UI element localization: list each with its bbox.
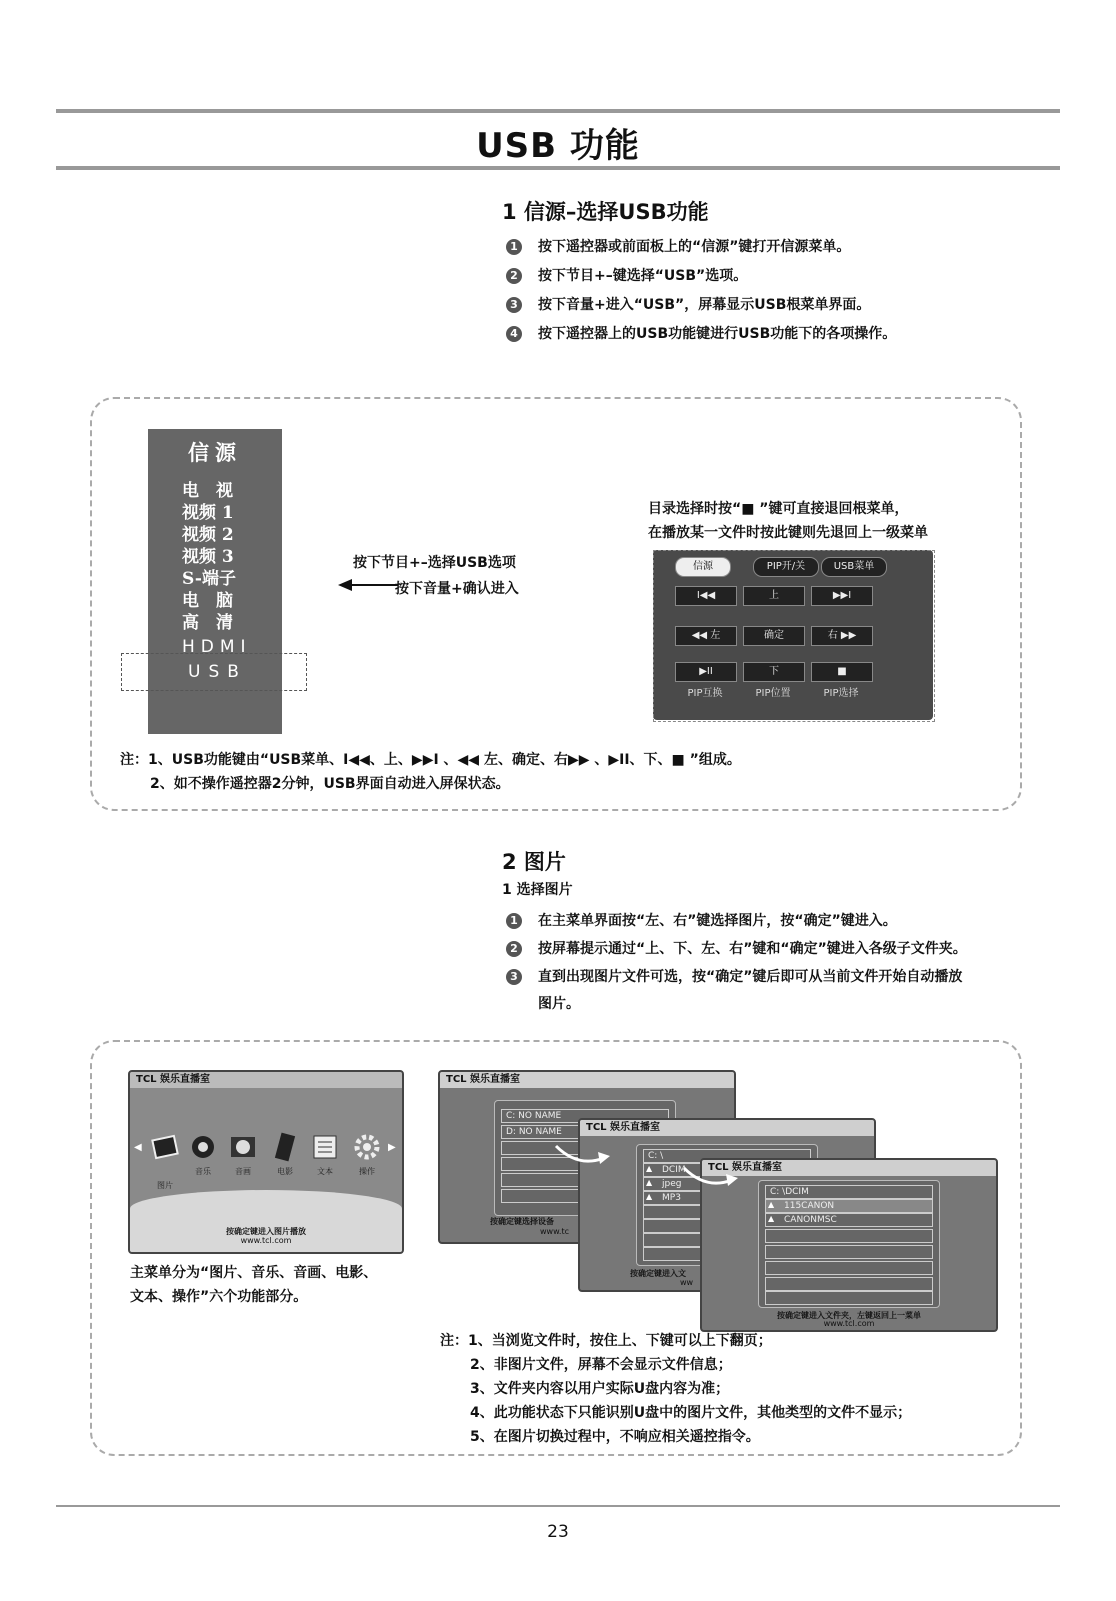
source-menu-item-video1: 视频 1 xyxy=(182,503,234,523)
remote-ok-button: 确定 xyxy=(743,626,805,646)
screen-c-row-1[interactable]: C: \DCIM xyxy=(765,1185,933,1199)
source-menu-item-hd: 高 清 xyxy=(182,613,233,633)
icon-label-music-picture: 音画 xyxy=(235,1167,251,1176)
curved-arrow-icon xyxy=(552,1142,612,1172)
screen-b-url: ww xyxy=(680,1278,694,1287)
screen-a-brand: TCL 娱乐直播室 xyxy=(440,1072,734,1088)
remote-pip-swap-label: PIP互换 xyxy=(687,688,723,699)
source-menu-item-tv: 电 视 xyxy=(182,481,233,501)
screen-b-row-2[interactable]: DCIM xyxy=(643,1163,811,1177)
bullet-number: 2 xyxy=(506,941,522,957)
bullet-text: 按下节目+–键选择“USB”选项。 xyxy=(538,268,748,284)
music-icon xyxy=(188,1132,218,1162)
arrow-note-2: 按下音量+确认进入 xyxy=(395,581,519,597)
screen-b-row-4[interactable]: MP3 xyxy=(643,1191,811,1205)
main-menu-caption-1: 主菜单分为“图片、音乐、音画、电影、 xyxy=(130,1265,378,1281)
section2-bullet-3 xyxy=(506,966,962,986)
screen-c-list xyxy=(758,1180,940,1308)
folder-icon: ▲ xyxy=(646,1178,653,1187)
screen-a-url: www.tc xyxy=(540,1227,569,1236)
remote-caption-2: 在播放某一文件时按此键则先退回上一级菜单 xyxy=(648,525,928,541)
section2-bullet-1 xyxy=(506,910,897,930)
screen-c-brand: TCL 娱乐直播室 xyxy=(702,1160,996,1176)
section2-bullet-3-continued: 图片。 xyxy=(538,996,580,1012)
main-menu-caption-2: 文本、操作”六个功能部分。 xyxy=(130,1289,308,1305)
remote-down-button: 下 xyxy=(743,662,805,682)
icon-label-music: 音乐 xyxy=(195,1167,211,1176)
movie-icon xyxy=(270,1132,300,1162)
screen-b-row-3[interactable]: jpeg xyxy=(643,1177,811,1191)
note2-line5: 5、在图片切换过程中，不响应相关遥控指令。 xyxy=(470,1429,760,1445)
section1-bullet-1 xyxy=(506,236,850,256)
remote-prev-button: I◀◀ xyxy=(675,586,737,606)
screen-b-hint: 按确定键进入文 xyxy=(630,1269,686,1278)
main-menu-screen xyxy=(128,1070,404,1254)
gear-icon xyxy=(352,1132,382,1162)
folder-icon: ▲ xyxy=(768,1214,775,1223)
icon-label-movie: 电影 xyxy=(277,1167,293,1176)
source-menu-item-pc: 电 脑 xyxy=(182,591,233,611)
bullet-text: 直到出现图片文件可选，按“确定”键后即可从当前文件开始自动播放 xyxy=(538,969,963,985)
text-icon xyxy=(310,1132,340,1162)
bullet-number: 4 xyxy=(506,326,522,342)
note1-line2: 2、如不操作遥控器2分钟，USB界面自动进入屏保状态。 xyxy=(150,776,510,792)
note1-line1: 注：1、USB功能键由“USB菜单、I◀◀、上、▶▶I 、◀◀ 左、确定、右▶▶ 、▶II、下、■ ”组成。 xyxy=(120,752,741,768)
remote-pip-select-label: PIP选择 xyxy=(823,688,859,699)
bullet-number: 2 xyxy=(506,268,522,284)
source-menu-item-video3: 视频 3 xyxy=(182,547,234,567)
remote-stop-button: ■ xyxy=(811,662,873,682)
icon-label-text: 文本 xyxy=(317,1167,333,1176)
source-menu-item-svideo: S-端子 xyxy=(182,569,236,589)
footer-rule xyxy=(56,1505,1060,1507)
source-menu-item-video2: 视频 2 xyxy=(182,525,234,545)
chevron-left-icon: ◀ xyxy=(134,1142,142,1153)
bullet-number: 3 xyxy=(506,297,522,313)
remote-dashed-frame xyxy=(653,550,935,722)
screen-c-row-6[interactable] xyxy=(765,1261,933,1275)
music-picture-icon xyxy=(228,1132,258,1162)
section1-bullet-4 xyxy=(506,323,896,343)
screen-a-hint: 按确定键选择设备 xyxy=(490,1217,554,1226)
remote-pip-position-label: PIP位置 xyxy=(755,688,791,699)
note2-line3: 3、文件夹内容以用户实际U盘内容为准； xyxy=(470,1381,730,1397)
bullet-number: 1 xyxy=(506,913,522,929)
section1-bullet-2 xyxy=(506,265,747,285)
remote-left-button: ◀◀ 左 xyxy=(675,626,737,646)
source-menu-title: 信源 xyxy=(188,440,242,465)
usb-highlight-frame xyxy=(121,653,307,691)
arrow-note-1: 按下节目+–选择USB选项 xyxy=(353,555,516,571)
curved-arrow-icon xyxy=(680,1164,740,1194)
folder-icon: ▲ xyxy=(646,1192,653,1201)
section2-bullet-2 xyxy=(506,938,967,958)
screen-c-row-5[interactable] xyxy=(765,1245,933,1259)
screen-b-brand: TCL 娱乐直播室 xyxy=(580,1120,874,1136)
bullet-number: 3 xyxy=(506,969,522,985)
remote-caption-1: 目录选择时按“■ ”键可直接退回根菜单， xyxy=(648,501,909,517)
remote-play-pause-button: ▶II xyxy=(675,662,737,682)
bullet-text: 按下遥控器上的USB功能键进行USB功能下的各项操作。 xyxy=(538,326,897,342)
top-rule xyxy=(56,109,1060,113)
picture-icon xyxy=(150,1132,180,1162)
main-screen-hint: 按确定键进入图片播放 xyxy=(226,1227,306,1236)
folder-icon: ▲ xyxy=(646,1164,653,1173)
screen-c-row-7[interactable] xyxy=(765,1277,933,1291)
screen-b-row-1[interactable]: C: \ xyxy=(643,1149,811,1163)
folder-icon: ▲ xyxy=(768,1200,775,1209)
screen-c-row-8[interactable] xyxy=(765,1291,933,1305)
remote-right-button: 右 ▶▶ xyxy=(811,626,873,646)
remote-source-button: 信源 xyxy=(675,557,731,577)
remote-up-button: 上 xyxy=(743,586,805,606)
source-menu-item-hdmi: HDMI xyxy=(182,637,252,657)
screen-a-row-1[interactable]: C: NO NAME xyxy=(501,1109,669,1123)
bullet-text: 按下遥控器或前面板上的“信源”键打开信源菜单。 xyxy=(538,239,851,255)
screen-c-row-4[interactable] xyxy=(765,1229,933,1243)
remote-next-button: ▶▶I xyxy=(811,586,873,606)
chevron-right-icon: ▶ xyxy=(388,1142,396,1153)
section2-heading: 2 图片 xyxy=(502,850,566,874)
note2-line2: 2、非图片文件，屏幕不会显示文件信息； xyxy=(470,1357,732,1373)
page-number: 23 xyxy=(547,1522,569,1542)
bullet-text: 按屏幕提示通过“上、下、左、右”键和“确定”键进入各级子文件夹。 xyxy=(538,941,967,957)
remote-pip-button: PIP开/关 xyxy=(753,557,819,577)
folder-dcim-screen xyxy=(700,1158,998,1332)
page-title: USB 功能 xyxy=(476,126,640,166)
remote-usb-menu-button: USB菜单 xyxy=(821,557,887,577)
main-screen-url: www.tcl.com xyxy=(240,1236,292,1245)
screen-c-hint: 按确定键进入文件夹，左键返回上一菜单 xyxy=(777,1311,921,1320)
section2-subheading: 1 选择图片 xyxy=(502,882,573,898)
screen-c-url: www.tcl.com xyxy=(823,1319,875,1328)
left-arrow-icon xyxy=(338,578,400,592)
icon-label-picture: 图片 xyxy=(157,1181,173,1190)
section1-bullet-3 xyxy=(506,294,870,314)
title-underline xyxy=(56,166,1060,170)
screen-c-row-2[interactable]: 115CANON xyxy=(765,1199,933,1213)
bullet-number: 1 xyxy=(506,239,522,255)
bullet-text: 按下音量+进入“USB”，屏幕显示USB根菜单界面。 xyxy=(538,297,871,313)
icon-label-operation: 操作 xyxy=(359,1167,375,1176)
screen-c-row-3[interactable]: CANONMSC xyxy=(765,1213,933,1227)
note2-line1: 注：1、当浏览文件时，按住上、下键可以上下翻页； xyxy=(440,1333,772,1349)
screen-a-row-2[interactable]: D: NO NAME xyxy=(501,1125,669,1139)
note2-line4: 4、此功能状态下只能识别U盘中的图片文件，其他类型的文件不显示； xyxy=(470,1405,912,1421)
source-menu-item-usb: USB xyxy=(188,662,247,682)
section1-heading: 1 信源–选择USB功能 xyxy=(502,200,709,224)
main-screen-brand: TCL 娱乐直播室 xyxy=(130,1072,402,1088)
bullet-text: 在主菜单界面按“左、右”键选择图片，按“确定”键进入。 xyxy=(538,913,897,929)
